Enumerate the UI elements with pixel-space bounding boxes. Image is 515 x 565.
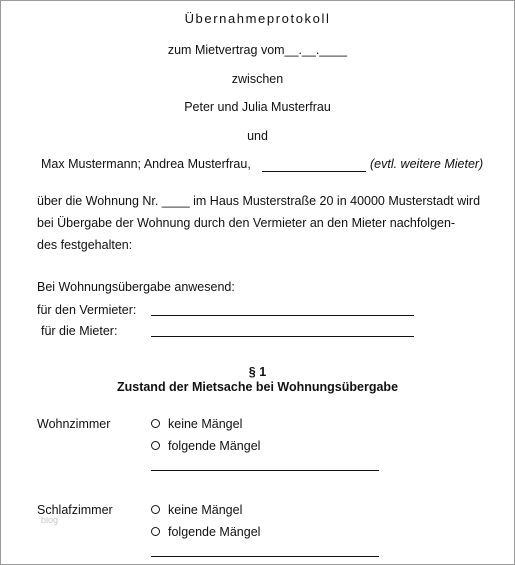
additional-tenant-line[interactable] bbox=[262, 171, 366, 172]
wohnzimmer-defects-line[interactable] bbox=[151, 470, 379, 471]
option-label-defects: folgende Mängel bbox=[168, 439, 261, 453]
room-name-wohnzimmer: Wohnzimmer bbox=[37, 417, 111, 431]
option-label-no-defects: keine Mängel bbox=[168, 503, 243, 517]
section-number: § 1 bbox=[248, 365, 267, 379]
room-name-schlafzimmer: Schlafzimmer bbox=[37, 503, 113, 517]
radio-wohnzimmer-defects[interactable] bbox=[151, 441, 160, 450]
section-title: Zustand der Mietsache bei Wohnungsübergabe bbox=[116, 380, 399, 394]
radio-schlafzimmer-defects[interactable] bbox=[151, 527, 160, 536]
between-label: zwischen bbox=[231, 72, 284, 86]
intro-line-1: über die Wohnung Nr. ____ im Haus Musterstraße 20 in 40000 Musterstadt wird bbox=[37, 194, 481, 208]
tenants-note: (evtl. weitere Mieter) bbox=[370, 157, 484, 171]
contract-reference: zum Mietvertrag vom__.__.____ bbox=[167, 43, 348, 57]
option-label-no-defects: keine Mängel bbox=[168, 417, 243, 431]
document-title: Übernahmeprotokoll bbox=[184, 11, 331, 26]
landlords-names: Peter und Julia Musterfrau bbox=[184, 100, 331, 114]
tenant-attendee-line[interactable] bbox=[151, 336, 414, 337]
attendance-heading: Bei Wohnungsübergabe anwesend: bbox=[37, 280, 235, 294]
tenant-attendee-label: für die Mieter: bbox=[41, 324, 118, 338]
radio-wohnzimmer-no-defects[interactable] bbox=[151, 419, 160, 428]
landlord-attendee-line[interactable] bbox=[151, 315, 414, 316]
intro-line-2: bei Übergabe der Wohnung durch den Vermieter an den Mieter nachfolgen- bbox=[37, 216, 456, 230]
radio-schlafzimmer-no-defects[interactable] bbox=[151, 505, 160, 514]
watermark: blog bbox=[41, 515, 59, 525]
landlord-attendee-label: für den Vermieter: bbox=[37, 303, 137, 317]
option-label-defects: folgende Mängel bbox=[168, 525, 261, 539]
intro-line-3: des festgehalten: bbox=[37, 238, 133, 252]
tenants-names: Max Mustermann; Andrea Musterfrau, bbox=[41, 157, 251, 171]
and-label: und bbox=[247, 129, 268, 143]
schlafzimmer-defects-line[interactable] bbox=[151, 556, 379, 557]
